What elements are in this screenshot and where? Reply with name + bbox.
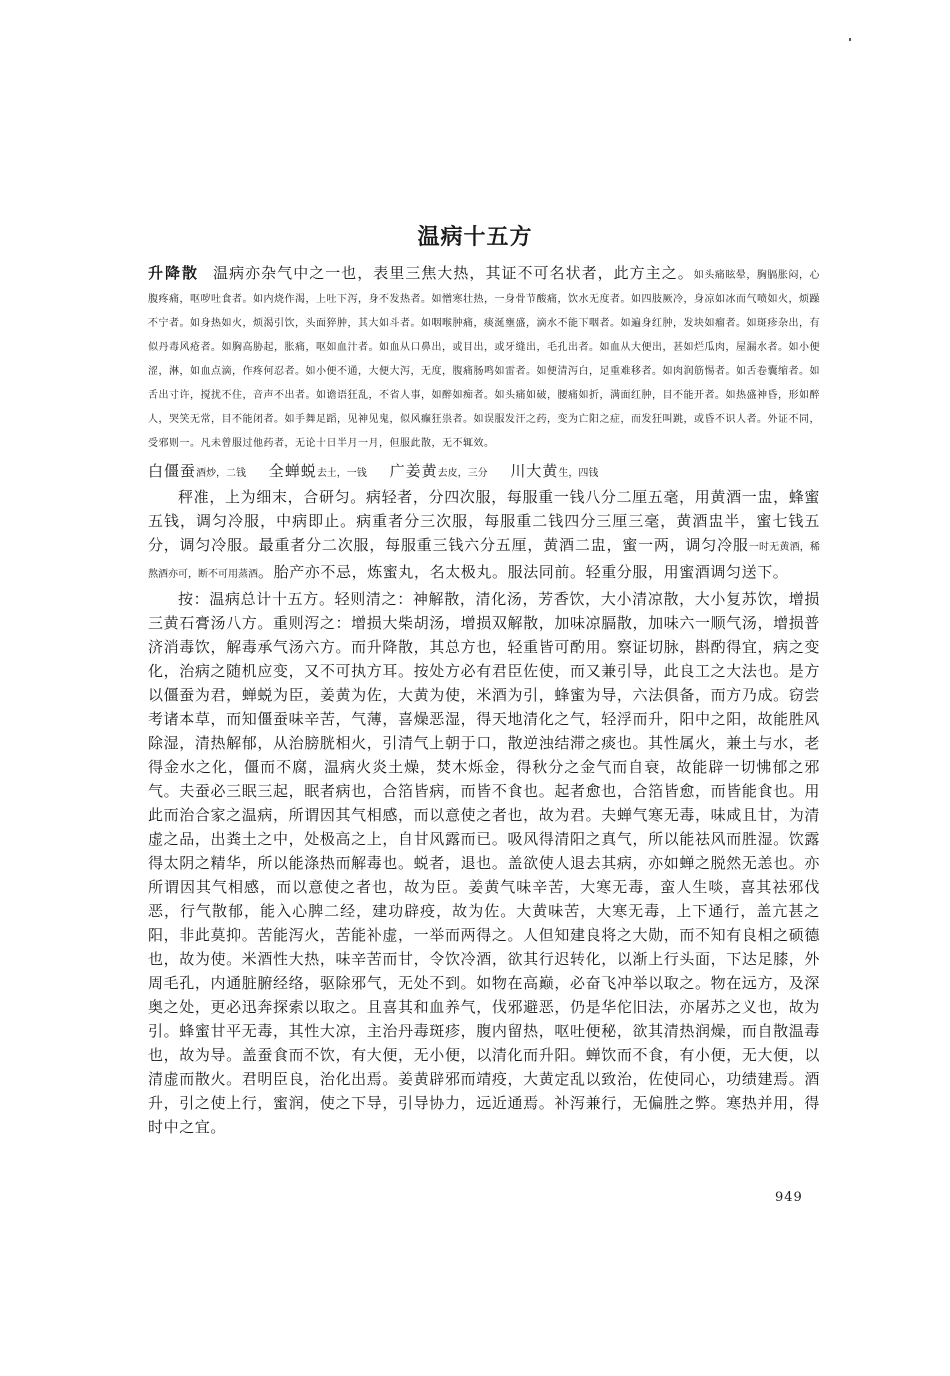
page-title: 温病十五方 (417, 224, 533, 250)
preparation-paragraph (148, 485, 820, 587)
scan-speck (849, 38, 851, 41)
preparation-note: 一时无黄酒，稀熬酒亦可，断不可用蒸酒 (148, 542, 821, 580)
ingredient-name: 广姜黄 (389, 462, 438, 480)
ingredient (148, 462, 246, 480)
ingredient (269, 462, 367, 480)
ingredient-name: 白僵蚕 (148, 462, 197, 480)
recipe-intro (148, 262, 820, 455)
ingredient-note: 去皮，三分 (437, 468, 488, 479)
preparation-text-after: 。胎产亦不忌，炼蜜丸，名太极丸。服法同前。轻重分服，用蜜酒调匀送下。 (258, 563, 789, 581)
recipe-name: 升降散 (148, 264, 200, 282)
ingredient-name: 全蝉蜕 (268, 462, 317, 480)
commentary-paragraph: 按：温病总计十五方。轻则清之：神解散，清化汤，芳香饮，大小清凉散，大小复苏饮，增损三黄石膏汤八方。重则泻之：增损大柴胡汤，增损双解散，加味凉膈散，加味六一顺气汤，增损普济消毒饮，解毒承气汤六方。而升降散，其总方也，轻重皆可酌用。察证切脉，斟酌得宜，病之变化，治病之随机应变，又不可执方耳。按处方必有君臣佐使，而又兼引导，此良工之大法也。是方以僵蚕为君，蝉蜕为臣，姜黄为佐，大黄为使，米酒为引，蜂蜜为导，六法俱备，而方乃成。窃尝考诸本草，而知僵蚕味辛苦，气薄，喜燥恶湿，得天地清化之气，轻浮而升，阳中之阳，故能胜风除湿，清热解郁，从治膀胱相火，引清气上朝于口，散逆浊结滞之痰也。其性属火，兼土与水，老得金水之化，僵而不腐，温病火炎土燥，焚木烁金，得秋分之金气而自衰，故能辟一切怫郁之邪气。夫蚕必三眠三起，眠者病也，合箔皆病，而皆不食也。起者愈也，合箔皆愈，而皆能食也。用此而治合家之温病，所谓因其气相感，而以意使之者也，故为君。夫蝉气寒无毒，味咸且甘，为清虚之品，出粪土之中，处极高之上，自甘风露而已。吸风得清阳之真气，所以能祛风而胜湿。饮露得太阴之精华，所以能涤热而解毒也。蜕者，退也。盖欲使人退去其病，亦如蝉之脱然无恙也。亦所谓因其气相感，而以意使之者也，故为臣。姜黄气味辛苦，大寒无毒，蛮人生啖，喜其祛邪伐恶，行气散郁，能入心脾二经，建功辟疫，故为佐。大黄味苦，大寒无毒，上下通行，盖亢甚之阳，非此莫抑。苦能泻火，苦能补虚，一举而两得之。人但知建良将之大勋，而不知有良相之硕德也，故为使。米酒性大热，味辛苦而甘，令饮冷酒，欲其行迟转化，以渐上行头面，下达足膝，外周毛孔，内通脏腑经络，驱除邪气，无处不到。如物在高巅，必奋飞冲举以取之。物在远方，及深奥之处，更必迅奔探索以取之。且喜其和血养气，伐邪避恶，仍是华佗旧法，亦屠苏之义也，故为引。蜂蜜甘平无毒，其性大凉，主治丹毒斑疹，腹内留热，呕吐便秘，欲其清热润燥，而自散温毒也，故为导。盖蚕食而不饮，有大便，无小便，以清化而升阳。蝉饮而不食，有小便，无大便，以清虚而散火。君明臣良，治化出焉。姜黄辟邪而靖疫，大黄定乱以致治，佐使同心，功绩建焉。酒升，引之使上行，蜜润，使之下导，引导协力，远近通焉。补泻兼行，无偏胜之弊。寒热并用，得时中之宜。 (148, 590, 820, 1136)
page-content (148, 262, 820, 1139)
ingredient-note: 去土，一钱 (316, 468, 367, 479)
preparation-text: 秤准，上为细末，合研匀。病轻者，分四次服，每服重一钱八分二厘五毫，用黄酒一盅，蜂蜜五钱，调匀冷服，中病即止。病重者分三次服，每服重二钱四分三厘三毫，黄酒盅半，蜜七钱五分，调匀冷服。最重者分二次服，每服重三钱六分五厘，黄酒二盅，蜜一两，调匀冷服 (148, 488, 820, 554)
ingredient-note: 生，四钱 (558, 468, 599, 479)
recipe-indication: 温病亦杂气中之一也，表里三焦大热，其证不可名状者，此方主之。 (213, 264, 694, 282)
ingredient-note: 酒炒，二钱 (196, 468, 247, 479)
ingredient-name: 川大黄 (510, 462, 559, 480)
page-number: 949 (775, 1190, 803, 1205)
recipe-indication-notes: 如头痛眩晕，胸膈胀闷，心腹疼痛，呕哕吐食者。如内烧作渴，上吐下泻，身不发热者。如憎寒壮热，一身骨节酸痛，饮水无度者。如四肢厥冷，身凉如冰而气喷如火，烦躁不宁者。如身热如火，烦渴引饮，头面猝肿，其大如斗者。如咽喉肿痛，痰涎壅盛，滴水不能下咽者。如遍身红肿，发块如瘤者。如斑疹杂出，有似丹毒风疮者。如胸高胁起，胀痛，呕如血汁者。如血从口鼻出，或目出，或牙缝出，毛孔出者。如血从大便出，甚如烂瓜肉，屋漏水者。如小便涩，淋，如血点滴，作疼何忍者。如小便不通，大便大泻，无度，腹痛肠鸣如雷者。如便清泻白，足重难移者。如肉润筋惕者。如舌卷囊缩者。如舌出寸许，搅扰不住，音声不出者。如谵语狂乱，不省人事，如醉如痴者。如头痛如破，腰痛如折，满面红肿，目不能开者。如热盛神昏，形如醉人，哭笑无常，目不能闭者。如手舞足蹈，见神见鬼，似风癫狂祟者。如误服发汗之药，变为亡阳之症，而发狂叫跳，或昏不识人者。外证不同，受邪则一。凡未曾服过他药者，无论十日半月一月，但服此散，无不辄效。 (148, 270, 820, 449)
ingredient (390, 462, 488, 480)
ingredient-list (148, 460, 820, 485)
ingredient (510, 462, 598, 480)
